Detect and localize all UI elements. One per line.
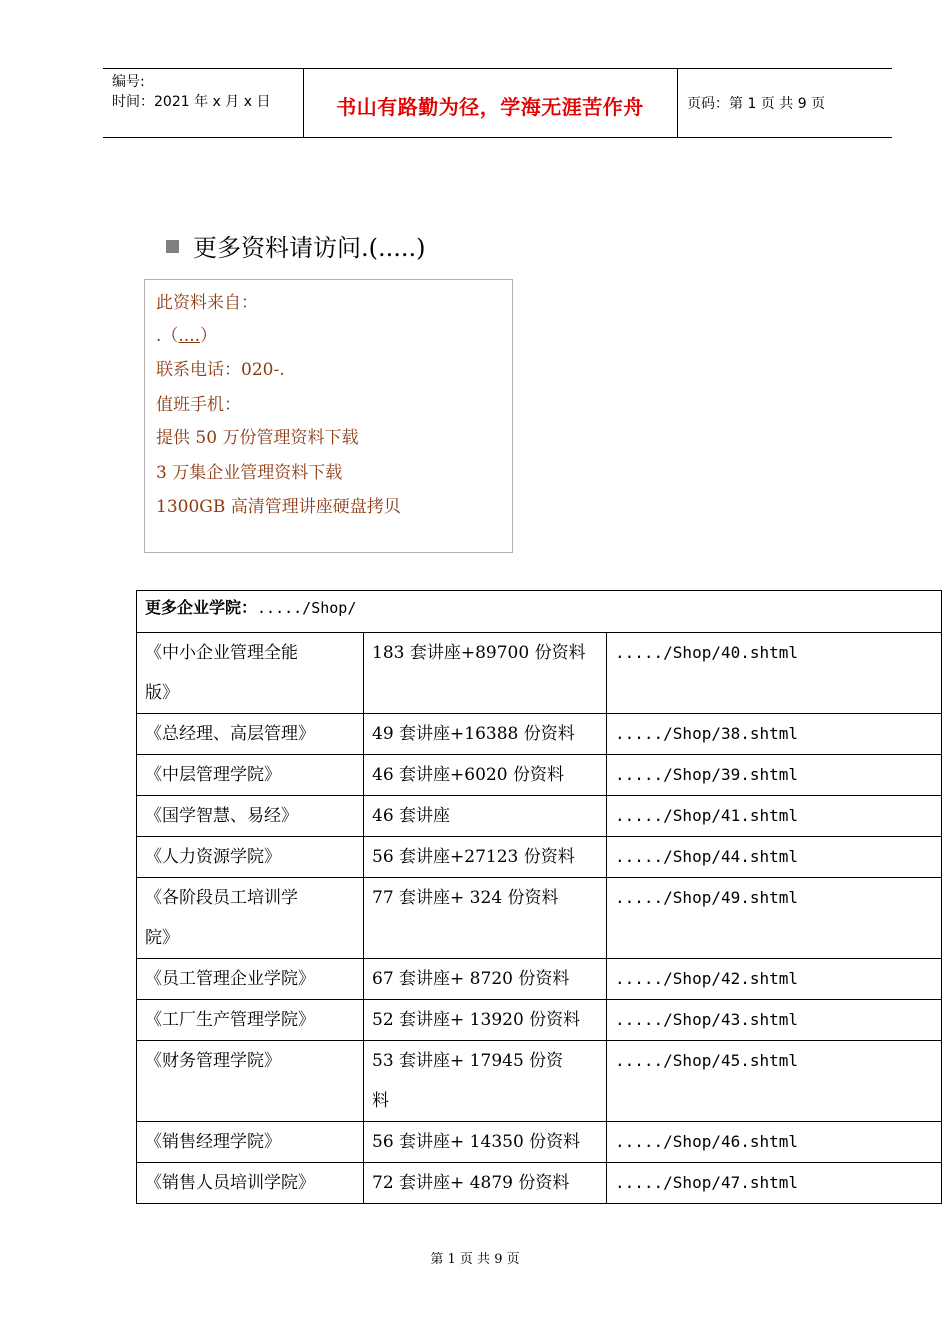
academy-count-cell-text: 183 套讲座+89700 份资料 <box>372 643 586 663</box>
academy-count-cell-text: 料 <box>372 1091 389 1111</box>
academy-name-cell-text: 《人力资源学院》 <box>145 847 281 867</box>
page-header <box>103 68 892 138</box>
academy-url-cell-text: ...../Shop/38.shtml <box>615 724 799 743</box>
doc-code-label: 编号: <box>112 74 145 90</box>
source-paren: .（ <box>156 326 179 346</box>
academy-url-cell[interactable] <box>607 755 942 796</box>
academy-url-cell-text: ...../Shop/42.shtml <box>615 969 799 988</box>
academy-count-cell-text: 56 套讲座+27123 份资料 <box>372 847 575 867</box>
academy-name-cell-text: 《销售经理学院》 <box>145 1132 281 1152</box>
academy-url-cell-text: ...../Shop/47.shtml <box>615 1173 799 1192</box>
source-line <box>156 321 217 346</box>
table-row <box>137 1000 942 1041</box>
academy-name-cell <box>137 878 364 959</box>
table-row <box>137 796 942 837</box>
academy-url-cell-text: ...../Shop/45.shtml <box>615 1051 799 1070</box>
academy-url-cell[interactable] <box>607 1000 942 1041</box>
table-header-url[interactable]: ...../Shop/ <box>257 599 357 617</box>
source-phone: 联系电话：020-. <box>156 360 285 380</box>
academy-count-cell <box>364 959 607 1000</box>
source-line: 3 万集企业管理资料下载 <box>156 463 343 483</box>
academy-count-cell-text: 67 套讲座+ 8720 份资料 <box>372 969 570 989</box>
source-info-box <box>144 279 513 553</box>
academy-count-cell-text: 49 套讲座+16388 份资料 <box>372 724 575 744</box>
academy-name-cell-text: 院》 <box>145 928 179 948</box>
academy-name-cell <box>137 1122 364 1163</box>
academy-url-cell-text: ...../Shop/49.shtml <box>615 888 799 907</box>
academy-url-cell[interactable] <box>607 633 942 714</box>
academy-url-cell-text: ...../Shop/44.shtml <box>615 847 799 866</box>
academy-count-cell-text: 46 套讲座 <box>372 806 451 826</box>
academy-url-cell-text: ...../Shop/39.shtml <box>615 765 799 784</box>
academy-name-cell <box>137 755 364 796</box>
academy-name-cell-text: 《销售人员培训学院》 <box>145 1173 315 1193</box>
academy-name-cell-text: 《财务管理学院》 <box>145 1051 281 1071</box>
academy-url-cell[interactable] <box>607 1163 942 1204</box>
academy-name-cell <box>137 959 364 1000</box>
table-row <box>137 837 942 878</box>
academy-name-cell <box>137 1000 364 1041</box>
source-link[interactable]: .... <box>178 326 201 346</box>
academy-count-cell <box>364 878 607 959</box>
academy-count-cell-text: 53 套讲座+ 17945 份资 <box>372 1051 564 1071</box>
header-left-cell <box>103 69 303 137</box>
table-row <box>137 714 942 755</box>
table-header-label: 更多企业学院： <box>145 598 258 617</box>
academy-name-cell <box>137 714 364 755</box>
academy-count-cell <box>364 1122 607 1163</box>
academy-count-cell <box>364 837 607 878</box>
doc-time-label: 时间：2021 年 x 月 x 日 <box>112 94 271 110</box>
table-header-cell <box>137 591 942 633</box>
academy-name-cell-text: 《工厂生产管理学院》 <box>145 1010 315 1030</box>
page-footer: 第 1 页 共 9 页 <box>430 1252 520 1267</box>
academy-url-cell[interactable] <box>607 837 942 878</box>
source-line: 此资料来自： <box>156 293 258 313</box>
academy-count-cell <box>364 1163 607 1204</box>
header-divider <box>677 69 678 137</box>
academy-count-cell <box>364 796 607 837</box>
source-line: 提供 50 万份管理资料下载 <box>156 428 359 448</box>
more-info-text: 更多资料请访问.(.....) <box>193 234 426 262</box>
academy-name-cell <box>137 1163 364 1204</box>
academy-count-cell <box>364 755 607 796</box>
source-mobile: 值班手机： <box>156 395 241 415</box>
academy-name-cell <box>137 796 364 837</box>
academy-url-cell[interactable] <box>607 1122 942 1163</box>
academy-name-cell-text: 《中小企业管理全能 <box>145 643 298 663</box>
academy-count-cell-text: 46 套讲座+6020 份资料 <box>372 765 564 785</box>
academy-name-cell <box>137 837 364 878</box>
header-motto: 书山有路勤为径，学海无涯苦作舟 <box>336 95 644 119</box>
academy-name-cell-text: 《总经理、高层管理》 <box>145 724 315 744</box>
table-row <box>137 1041 942 1122</box>
academy-table <box>136 590 942 1204</box>
academy-name-cell-text: 《中层管理学院》 <box>145 765 281 785</box>
table-row <box>137 1122 942 1163</box>
academy-name-cell-text: 《各阶段员工培训学 <box>145 888 298 908</box>
academy-url-cell[interactable] <box>607 714 942 755</box>
academy-count-cell-text: 52 套讲座+ 13920 份资料 <box>372 1010 581 1030</box>
table-row <box>137 959 942 1000</box>
academy-name-cell-text: 版》 <box>145 683 179 703</box>
table-row <box>137 633 942 714</box>
source-paren: ） <box>200 326 218 346</box>
academy-url-cell[interactable] <box>607 796 942 837</box>
academy-name-cell-text: 《国学智慧、易经》 <box>145 806 298 826</box>
academy-count-cell <box>364 633 607 714</box>
academy-url-cell[interactable] <box>607 1041 942 1122</box>
academy-count-cell <box>364 714 607 755</box>
more-info-line <box>166 228 426 263</box>
table-row <box>137 1163 942 1204</box>
source-line: 1300GB 高清管理讲座硬盘拷贝 <box>156 497 401 517</box>
academy-url-cell[interactable] <box>607 878 942 959</box>
academy-url-cell-text: ...../Shop/46.shtml <box>615 1132 799 1151</box>
square-bullet-icon <box>166 240 179 253</box>
academy-count-cell <box>364 1041 607 1122</box>
header-page-info: 页码：第 1 页 共 9 页 <box>687 96 826 112</box>
table-row <box>137 878 942 959</box>
academy-count-cell-text: 72 套讲座+ 4879 份资料 <box>372 1173 570 1193</box>
academy-count-cell-text: 56 套讲座+ 14350 份资料 <box>372 1132 581 1152</box>
academy-count-cell-text: 77 套讲座+ 324 份资料 <box>372 888 559 908</box>
academy-name-cell <box>137 1041 364 1122</box>
academy-name-cell <box>137 633 364 714</box>
academy-url-cell-text: ...../Shop/43.shtml <box>615 1010 799 1029</box>
table-row <box>137 755 942 796</box>
academy-url-cell-text: ...../Shop/41.shtml <box>615 806 799 825</box>
academy-url-cell[interactable] <box>607 959 942 1000</box>
academy-count-cell <box>364 1000 607 1041</box>
academy-url-cell-text: ...../Shop/40.shtml <box>615 643 799 662</box>
academy-name-cell-text: 《员工管理企业学院》 <box>145 969 315 989</box>
